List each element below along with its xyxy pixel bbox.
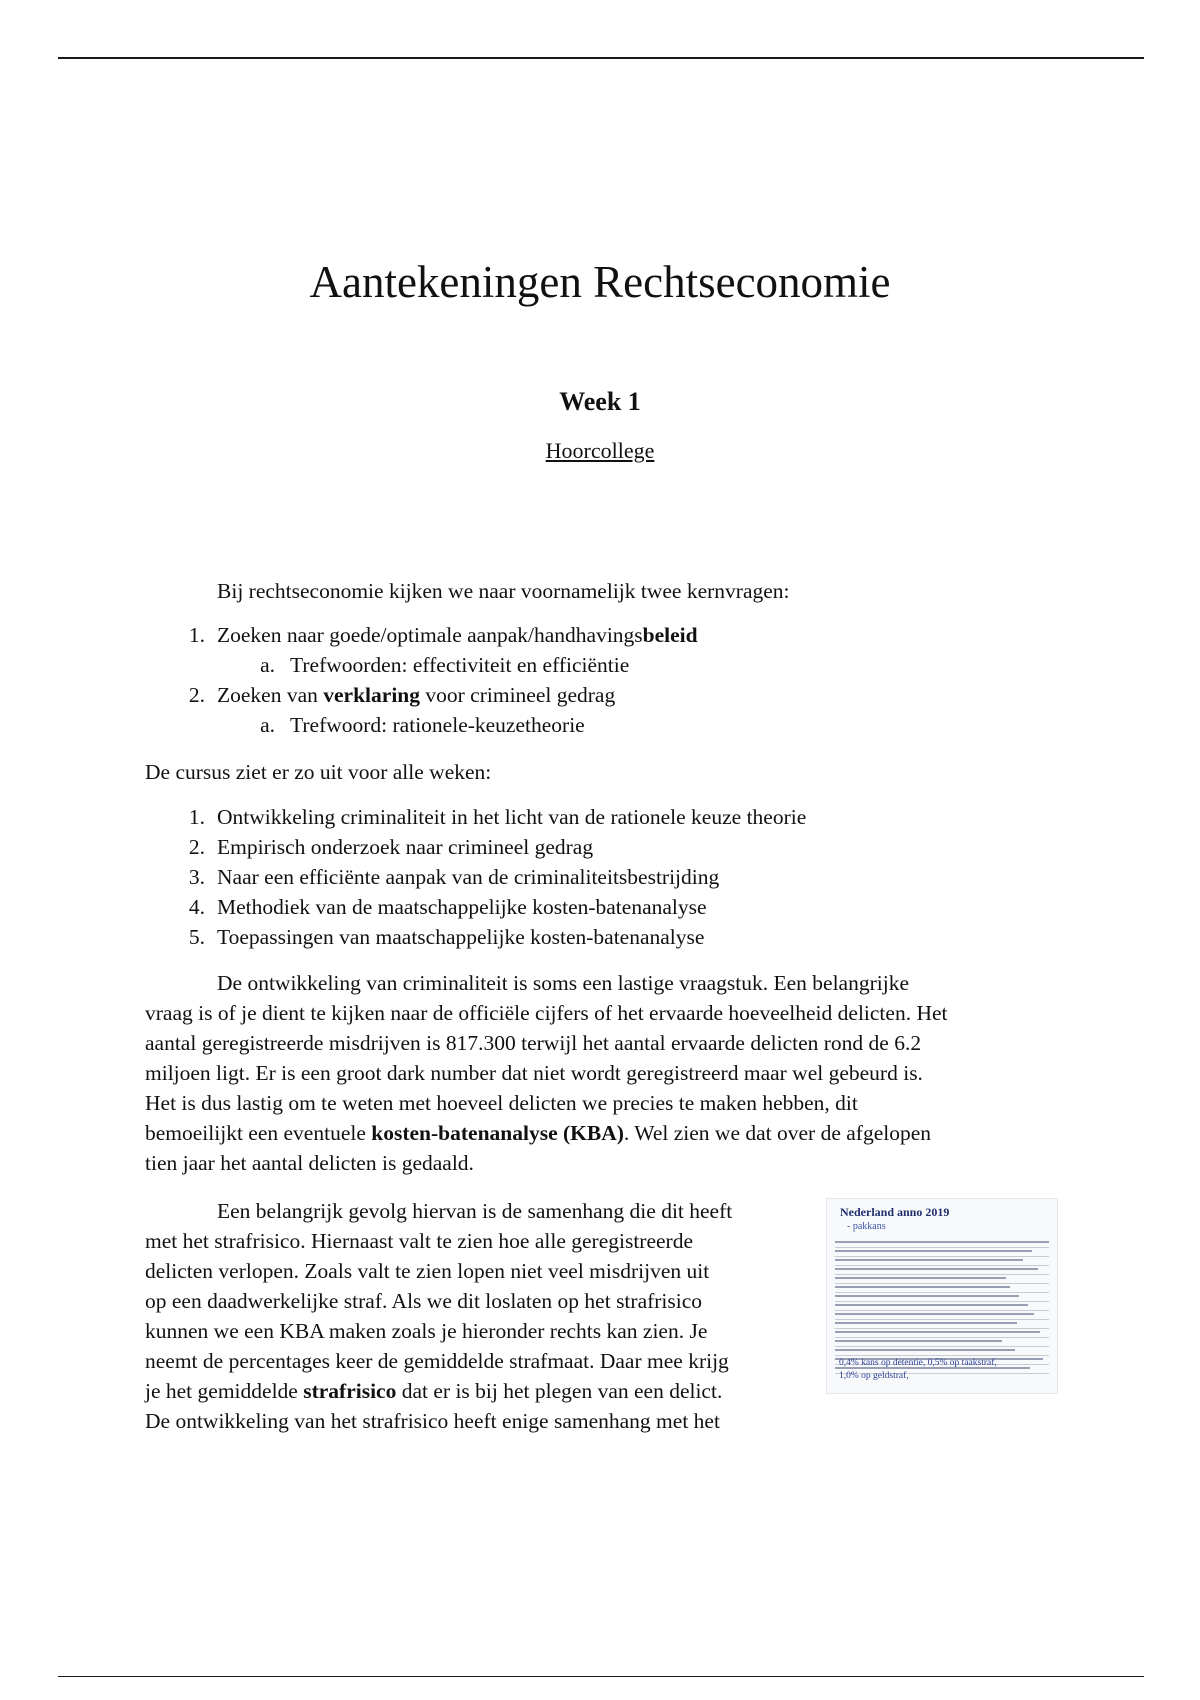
section-heading: Hoorcollege bbox=[545, 438, 655, 463]
sub-list-item bbox=[145, 710, 1050, 740]
sub-list-item bbox=[145, 650, 1050, 680]
pakkans-figure bbox=[826, 1198, 1058, 1394]
list-number: 2. bbox=[188, 683, 205, 707]
list-item: 4. Methodiek van de maatschappelijke kosten-batenanalyse bbox=[188, 895, 707, 919]
list-item: 3. Naar een efficiënte aanpak van de criminaliteitsbestrijding bbox=[188, 865, 720, 889]
sub-list-text: Trefwoord: rationele-keuzetheorie bbox=[290, 713, 585, 737]
figure-footnote: 0,4% kans op detentie, 0,5% op taakstraf, 1,0% op geldstraf, bbox=[839, 1358, 997, 1381]
sub-list-letter: a. bbox=[260, 713, 275, 737]
cursus-intro: De cursus ziet er zo uit voor alle weken: bbox=[145, 760, 492, 784]
intro-paragraph: Bij rechtseconomie kijken we naar voornamelijk twee kernvragen: bbox=[217, 579, 790, 603]
list-item: 5. Toepassingen van maatschappelijke kosten-batenanalyse bbox=[188, 925, 705, 949]
list-number: 1. bbox=[188, 623, 205, 647]
figure-subtitle: - pakkans bbox=[847, 1221, 886, 1232]
list-item bbox=[145, 620, 1050, 650]
list-item-text: Zoeken van verklaring voor crimineel gedrag bbox=[217, 683, 616, 707]
body-paragraph: De ontwikkeling van criminaliteit is soms een lastige vraagstuk. Een belangrijke vraag is of je dient te kijken naar de officiële cijfers of het ervaarde hoeveelheid delicten. Het aantal geregistreerde misdrijven is 817.300 terwijl het aantal ervaarde delicten rond de 6.2 miljoen ligt. Er is een groot dark number dat niet wordt geregistreerd maar wel gebeurd is. Het is dus lastig om te weten met hoeveel delicten we precies te maken hebben, dit bemoeilijkt een eventuele kosten-batenanalyse (KBA). Wel zien we dat over de afgelopen tien jaar het aantal delicten is gedaald. bbox=[145, 971, 948, 1175]
sub-list-letter: a. bbox=[260, 653, 275, 677]
list-item: 2. Empirisch onderzoek naar crimineel gedrag bbox=[188, 835, 594, 859]
document-title: Aantekeningen Rechtseconomie bbox=[309, 257, 891, 307]
footer-rule bbox=[58, 1676, 1144, 1677]
header-rule bbox=[58, 57, 1144, 59]
weken-list bbox=[145, 802, 1050, 952]
list-item bbox=[145, 680, 1050, 710]
figure-title: Nederland anno 2019 bbox=[840, 1205, 950, 1219]
list-item-text: Zoeken naar goede/optimale aanpak/handhavingsbeleid bbox=[217, 623, 698, 647]
body-paragraph: Een belangrijk gevolg hiervan is de samenhang die dit heeft met het strafrisico. Hiernaast valt te zien hoe alle geregistreerde delicten verlopen. Zoals valt te zien lopen niet veel misdrijven uit op een daadwerkelijke straf. Als we dit loslaten op het strafrisico kunnen we een KBA maken zoals je hieronder rechts kan zien. Je neemt de percentages keer de gemiddelde strafmaat. Daar mee krijg je het gemiddelde strafrisico dat er is bij het plegen van een delict. De ontwikkeling van het strafrisico heeft enige samenhang met het bbox=[145, 1199, 733, 1433]
week-heading: Week 1 bbox=[559, 387, 641, 416]
sub-list-text: Trefwoorden: effectiviteit en efficiëntie bbox=[290, 653, 630, 677]
kernvragen-list bbox=[145, 620, 1050, 740]
list-item: 1. Ontwikkeling criminaliteit in het licht van de rationele keuze theorie bbox=[188, 805, 807, 829]
figure-table bbox=[835, 1239, 1049, 1374]
